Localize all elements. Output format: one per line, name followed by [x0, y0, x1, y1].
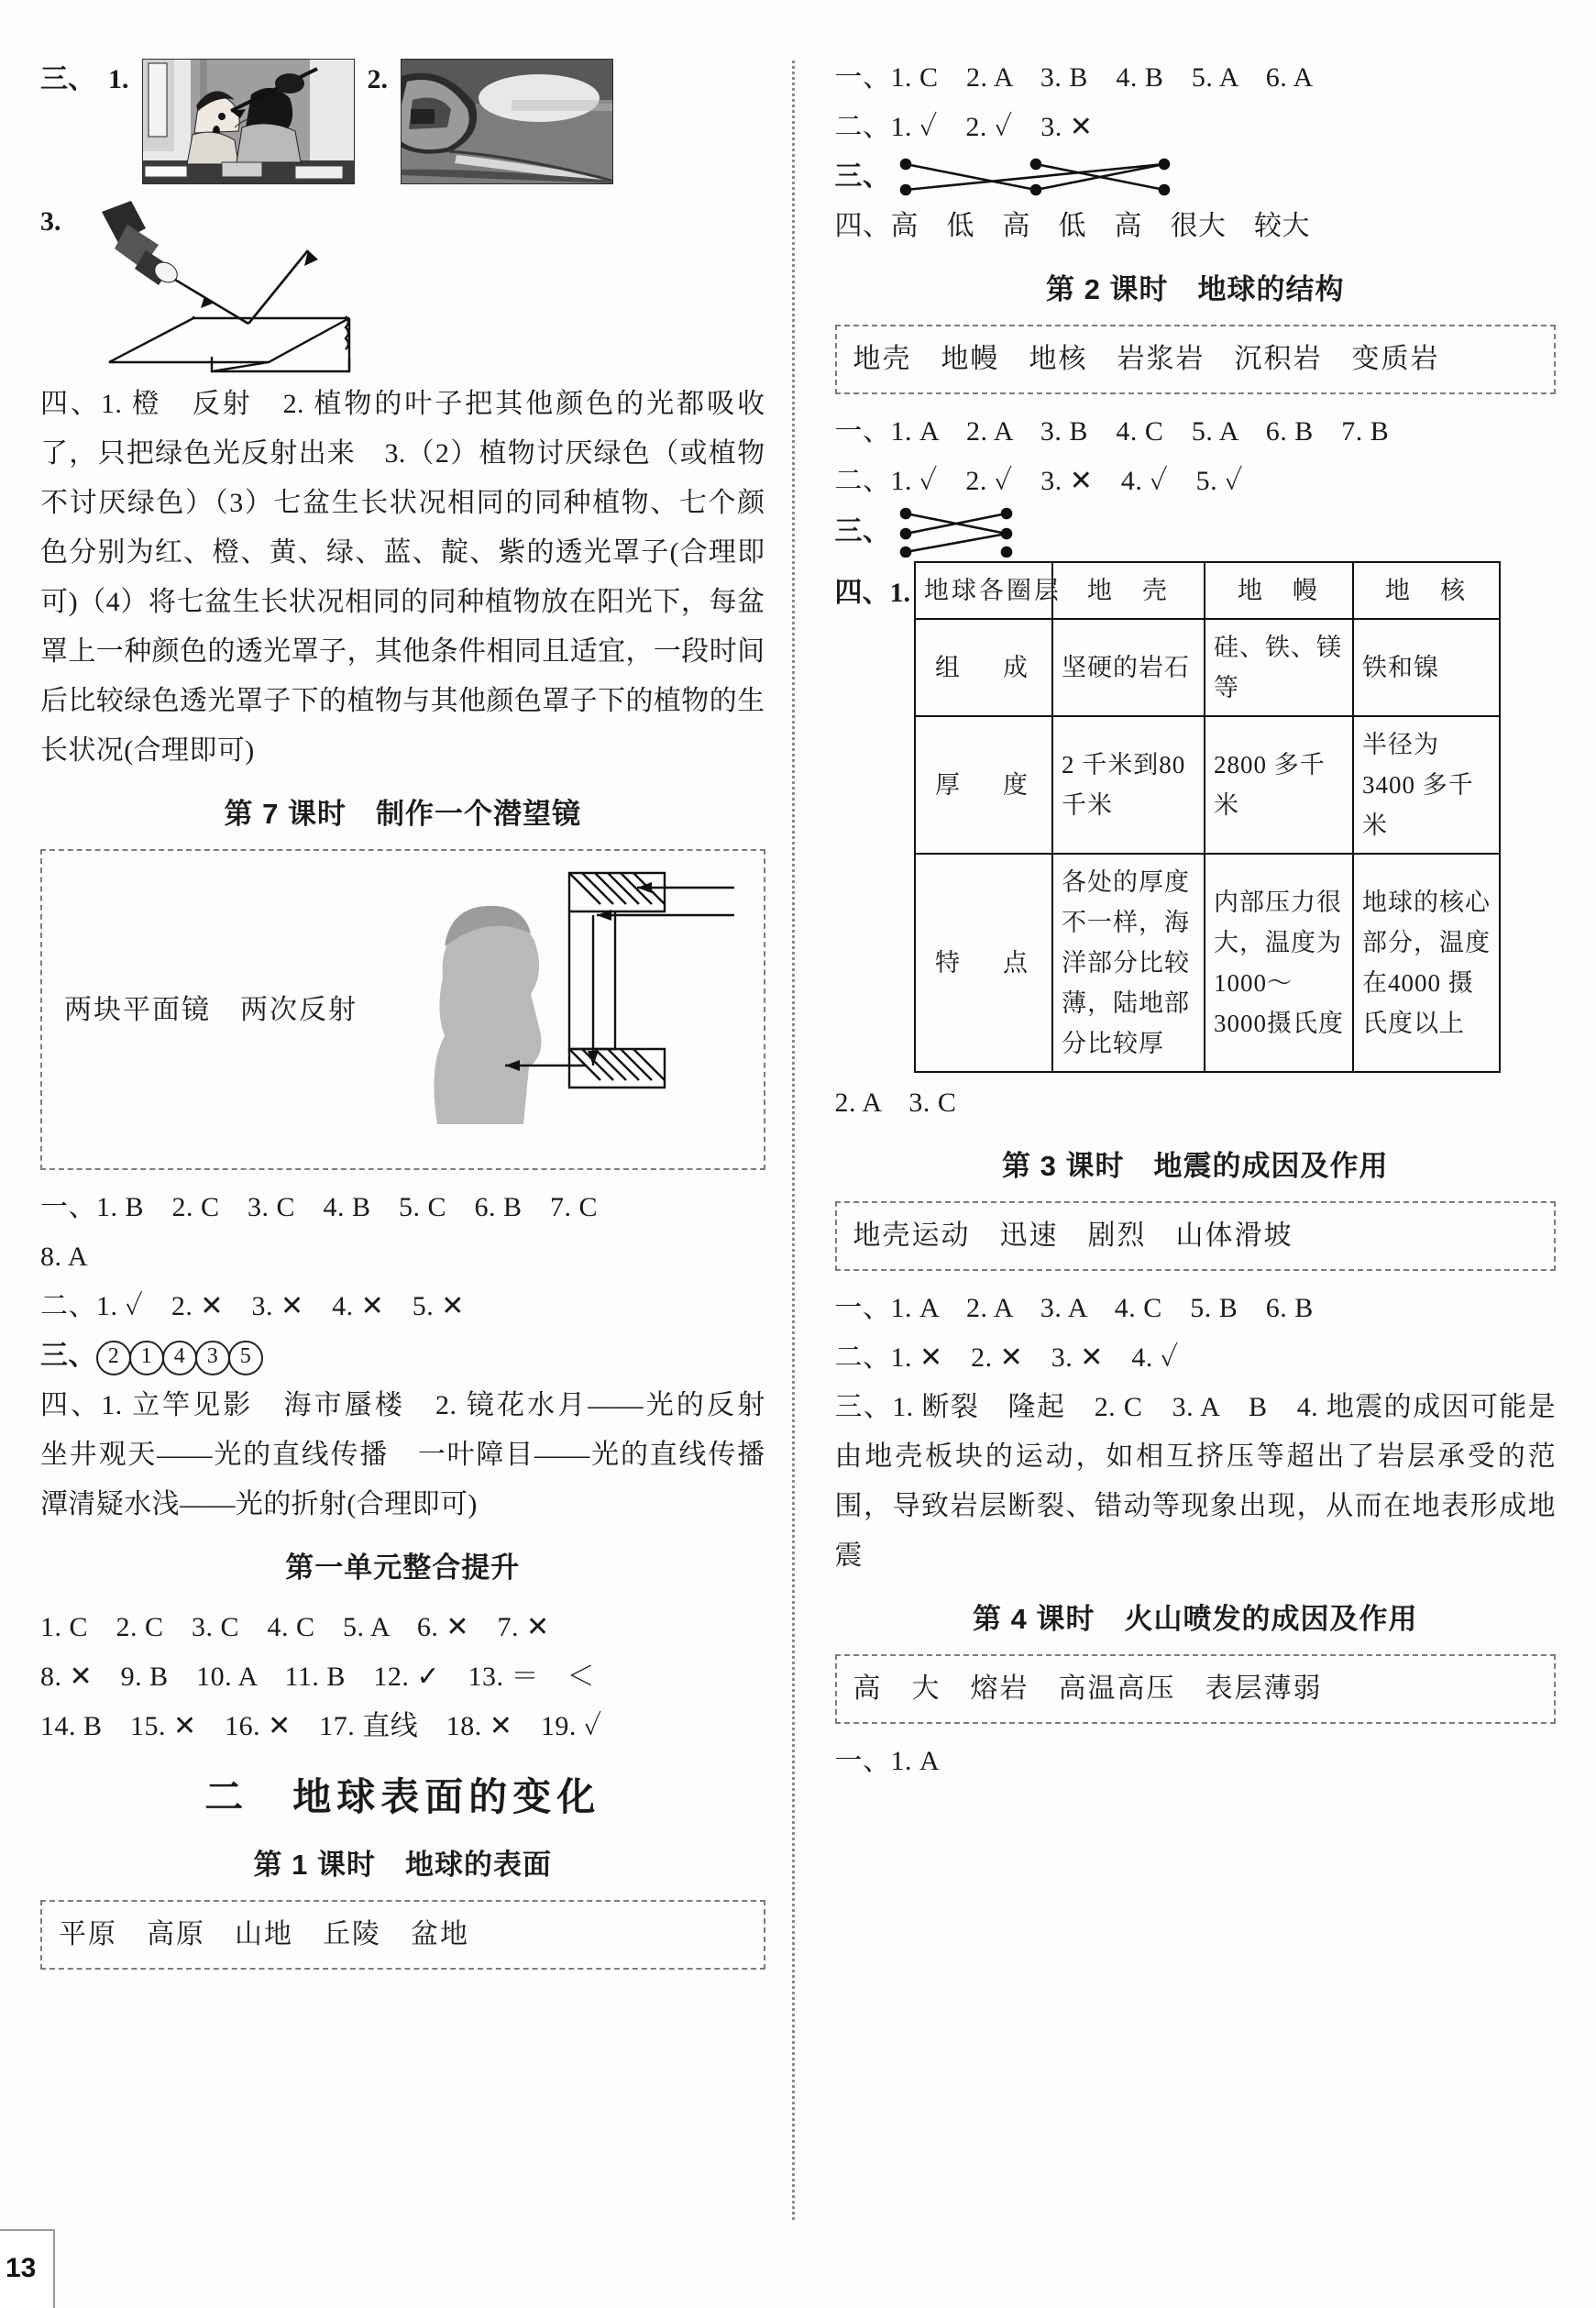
right-top-answer-2: 二、1. ✓ 2. ✓ 3. ✕ — [834, 112, 1094, 142]
row-header-thickness: 厚 度 — [915, 716, 1052, 854]
question-4-answer-paragraph: 四、1. 橙 反射 2. 植物的叶子把其他颜色的光都吸收了，只把绿色光反射出来 3.（2）植物讨厌绿色（或植物不讨厌绿色）（3）七盆生长状况相同的同种植物、七个颜色分别为红、橙、黄、绿、蓝、靛、紫的透光罩子(合理即可)（4）将七盆生长状况相同的同种植物放在阳光下，每盆罩上一种颜色的透光罩子，其他条件相同且适宜，一段时间后比较绿色透光罩子下的植物与其他颜色罩子下的植物的生长状况(合理即可) — [40, 389, 765, 766]
right-top-answer-3-label: 三、 — [834, 161, 891, 192]
lesson2-answer-3 — [835, 506, 1557, 558]
lesson2-keyword-box: 地壳 地幔 地核 岩浆岩 沉积岩 变质岩 — [835, 325, 1557, 394]
left-column — [0, 53, 798, 2229]
right-column — [798, 53, 1596, 2229]
unit2-lesson1-keyword-box: 平原 高原 山地 丘陵 盆地 — [40, 1900, 765, 1970]
earth-structure-table-block — [835, 561, 1557, 1073]
classroom-pointing-photo — [142, 59, 355, 184]
circle-number: 4 — [162, 1341, 197, 1375]
circle-number: 1 — [129, 1341, 164, 1375]
lesson2-answer-2: 二、1. ✓ 2. ✓ 3. ✕ 4. ✓ 5. ✓ — [834, 466, 1244, 496]
figure-2-number: 2. — [367, 64, 388, 94]
lesson7-answer-2: 二、1. ✓ 2. ✕ 3. ✕ 4. ✕ 5. ✕ — [40, 1291, 465, 1321]
right-top-answer-1: 一、1. C 2. A 3. B 4. B 5. A 6. A — [834, 62, 1314, 93]
lesson4-answer-1: 一、1. A — [834, 1746, 941, 1776]
table-header-cell: 地 壳 — [1052, 562, 1205, 619]
lesson2-answer-3-label: 三、 — [834, 516, 891, 547]
matching-lines-diagram-2 — [898, 506, 1137, 558]
lesson2-answer-1: 一、1. A 2. A 3. B 4. C 5. A 6. B 7. B — [834, 416, 1390, 447]
table-cell: 铁和镍 — [1353, 619, 1500, 716]
figure-row-1 — [40, 59, 765, 184]
two-column-body — [0, 53, 1596, 2229]
lesson-3-title: 第 3 课时 地震的成因及作用 — [1002, 1150, 1389, 1182]
table-cell: 内部压力很大，温度为1000～3000摄氏度 — [1205, 854, 1353, 1072]
row-header-features: 特 点 — [915, 854, 1052, 1072]
table-row — [915, 716, 1500, 854]
table-cell: 硅、铁、镁等 — [1205, 619, 1353, 716]
lesson2-answer-4-tail: 2. A 3. C — [834, 1088, 957, 1118]
question-label-3: 三、 — [40, 64, 95, 94]
periscope-answer-box — [40, 849, 765, 1170]
unit-2-title: 二 地球表面的变化 — [204, 1775, 601, 1818]
lesson-4-title: 第 4 课时 火山喷发的成因及作用 — [973, 1603, 1418, 1635]
table-cell: 2800 多千米 — [1205, 716, 1353, 854]
table-header-cell: 地球各圈层 — [915, 562, 1052, 619]
table-row — [915, 854, 1500, 1072]
lesson7-answer-3 — [40, 1331, 765, 1381]
table-cell: 半径为3400 多千米 — [1353, 716, 1500, 854]
unit1-answers-line-3: 14. B 15. ✕ 16. ✕ 17. 直线 18. ✕ 19. ✓ — [40, 1711, 602, 1741]
table-header-cell: 地 幔 — [1205, 562, 1353, 619]
lesson7-answer-1-cont: 8. A — [40, 1242, 89, 1272]
lesson7-answer-1: 一、1. B 2. C 3. C 4. B 5. C 6. B 7. C — [40, 1192, 599, 1222]
lesson3-answer-1: 一、1. A 2. A 3. A 4. C 5. B 6. B — [834, 1293, 1314, 1323]
circle-number: 3 — [195, 1341, 230, 1375]
matching-lines-diagram-1 — [898, 155, 1265, 199]
car-side-mirror-photo — [401, 59, 613, 184]
figure-3-number: 3. — [40, 206, 61, 237]
circle-number: 5 — [228, 1341, 263, 1375]
unit1-answers-line-2: 8. ✕ 9. B 10. A 11. B 12. ✓ 13. ＝ ＜ — [40, 1662, 596, 1692]
lesson3-keyword-box: 地壳运动 迅速 剧烈 山体滑坡 — [835, 1201, 1557, 1271]
right-top-answer-3 — [835, 152, 1557, 202]
row-header-composition: 组 成 — [915, 619, 1052, 716]
lesson3-answer-3: 三、1. 断裂 隆起 2. C 3. A B 4. 地震的成因可能是由地壳板块的运动，如相互挤压等超出了岩层承受的范围，导致岩层断裂、错动等现象出现，从而在地表形成地震 — [834, 1392, 1556, 1571]
lesson-7-title: 第 7 课时 制作一个潜望镜 — [224, 798, 581, 830]
periscope-answer-text: 两块平面镜 两次反射 — [64, 995, 358, 1025]
table-cell: 2 千米到80 千米 — [1052, 716, 1205, 854]
table-header-cell: 地 核 — [1353, 562, 1500, 619]
lesson-2-title: 第 2 课时 地球的结构 — [1046, 273, 1345, 305]
right-top-answer-4: 四、高 低 高 低 高 很大 较大 — [834, 211, 1310, 241]
table-cell: 坚硬的岩石 — [1052, 619, 1205, 716]
unit2-lesson-1-title: 第 1 课时 地球的表面 — [253, 1849, 552, 1881]
unit-1-review-title: 第一单元整合提升 — [285, 1552, 521, 1584]
table-cell: 地球的核心部分，温度在4000 摄氏度以上 — [1353, 854, 1500, 1072]
figure-1-number: 1. — [108, 64, 129, 94]
lesson7-answer-3-label: 三、 — [40, 1341, 96, 1371]
flashlight-reflection-on-book-diagram — [74, 201, 395, 380]
lesson7-answer-4: 四、1. 立竿见影 海市蜃楼 2. 镜花水月——光的反射 坐井观天——光的直线传播 一叶障目——光的直线传播 潭清疑水浅——光的折射(合理即可) — [40, 1390, 793, 1519]
circle-number: 2 — [96, 1341, 131, 1375]
table-row — [915, 619, 1500, 716]
unit1-answers-line-1: 1. C 2. C 3. C 4. C 5. A 6. ✕ 7. ✕ — [40, 1612, 550, 1642]
table-row — [915, 562, 1500, 619]
lesson4-keyword-box: 高 大 熔岩 高温高压 表层薄弱 — [835, 1654, 1557, 1724]
lesson2-answer-4-label: 四、1. — [834, 578, 910, 608]
page-number: 13 — [6, 2253, 37, 2283]
table-cell: 各处的厚度不一样，海洋部分比较薄，陆地部分比较厚 — [1052, 854, 1205, 1072]
earth-structure-table — [914, 561, 1501, 1073]
lesson3-answer-2: 二、1. ✕ 2. ✕ 3. ✕ 4. ✓ — [834, 1342, 1179, 1373]
figure-row-2 — [40, 201, 765, 380]
